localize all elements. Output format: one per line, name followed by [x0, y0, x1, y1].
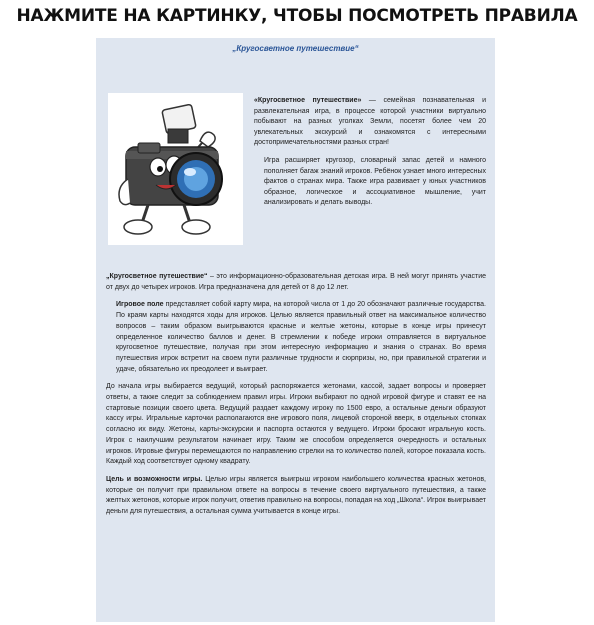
intro-text — [254, 96, 486, 216]
rules-paragraph-4: Цель и возможности игры. Целью игры является выигрыш игроком наибольшего количества красных жетонов, которые он получит при правильном ответе на вопросы в течение своего виртуального путешествия, а также желтых жетонов, которые игрок получит, ответив правильно на вопросы, попадая на ход „Школа“. Игрок выигрывает деньги для путешествия, а остальная сумма учитывается в конце игры. — [106, 475, 486, 516]
camera-mascot-icon — [108, 93, 243, 245]
camera-mascot-illustration — [108, 93, 243, 245]
document-title: „Кругосветное путешествие“ — [232, 44, 359, 53]
rules-document[interactable] — [96, 38, 495, 622]
intro-paragraph-1: «Кругосветное путешествие» — семейная познавательная и развлекательная игра, в процессе которой участники виртуально побывают на разных уголках Земли, посетят более чем 20 увлекательных экскурсий и ознакомятся с интересными достопримечательностями разных стран! — [254, 97, 486, 147]
rules-paragraph-2: Игровое поле представляет собой карту мира, на которой числа от 1 до 20 обозначают различные государства. По краям карты находятся ходы для игроков. Целью является правильный ответ на максимальное количество вопросов – таким образом выигрываются красные и желтые жетоны, которые в конце игры принесут определенное количество баллов и денег. В стремлении к победе игроки отправляется в виртуальное кругосветное путешествие, получая при этом интересную информацию и знания о странах. Во время путешествия игрок встретит на своем пути различные трудности и сюрпризы, но, при правильной стратегии и удаче, обязательно их преодолеет и выиграет. — [116, 301, 486, 373]
rules-paragraph-3: До начала игры выбирается ведущий, который распоряжается жетонами, кассой, задает вопросы и проверяет ответы, а также следит за соблюдением правил игры. Игроки выбирают по одной игровой фигуре и ставят ее на стартовые позиции своего цвета. Ведущий раздает каждому игроку по 1500 евро, а остальные деньги образуют кассу игры. Игральные карточки располагаются вне игрового поля, лицевой стороной вверх, в отдельных стопках согласно их виду. Жетоны, карты-экскурсии и паспорта остаются у ведущего. Игроки бросают игральную кость. Игрок с наилучшим результатом начинает игру. Таким же способом определяется очередность и остальных игроков. Игровые фигуры перемещаются по направлению стрелки на то количество полей, которое показала кость. Каждый ход соответствует одному квадрату. — [106, 383, 486, 466]
rules-paragraph-1: „Кругосветное путешествие“ – это информационно-образовательная детская игра. В ней могут принять участие от двух до четырех игроков. Игра предназначена для детей от 8 до 12 лет. — [106, 273, 486, 291]
rules-text — [106, 272, 486, 525]
intro-paragraph-2: Игра расширяет кругозор, словарный запас детей и намного пополняет багаж знаний игроков. Ребёнок узнает много интересных фактов о странах мира. Также игра развивает у юных участников образное, логическое и ассоциативное мышление, учит анализировать и делать выводы. — [264, 156, 486, 207]
page-headline[interactable]: НАЖМИТЕ НА КАРТИНКУ, ЧТОБЫ ПОСМОТРЕТЬ ПРАВИЛА — [16, 6, 578, 26]
